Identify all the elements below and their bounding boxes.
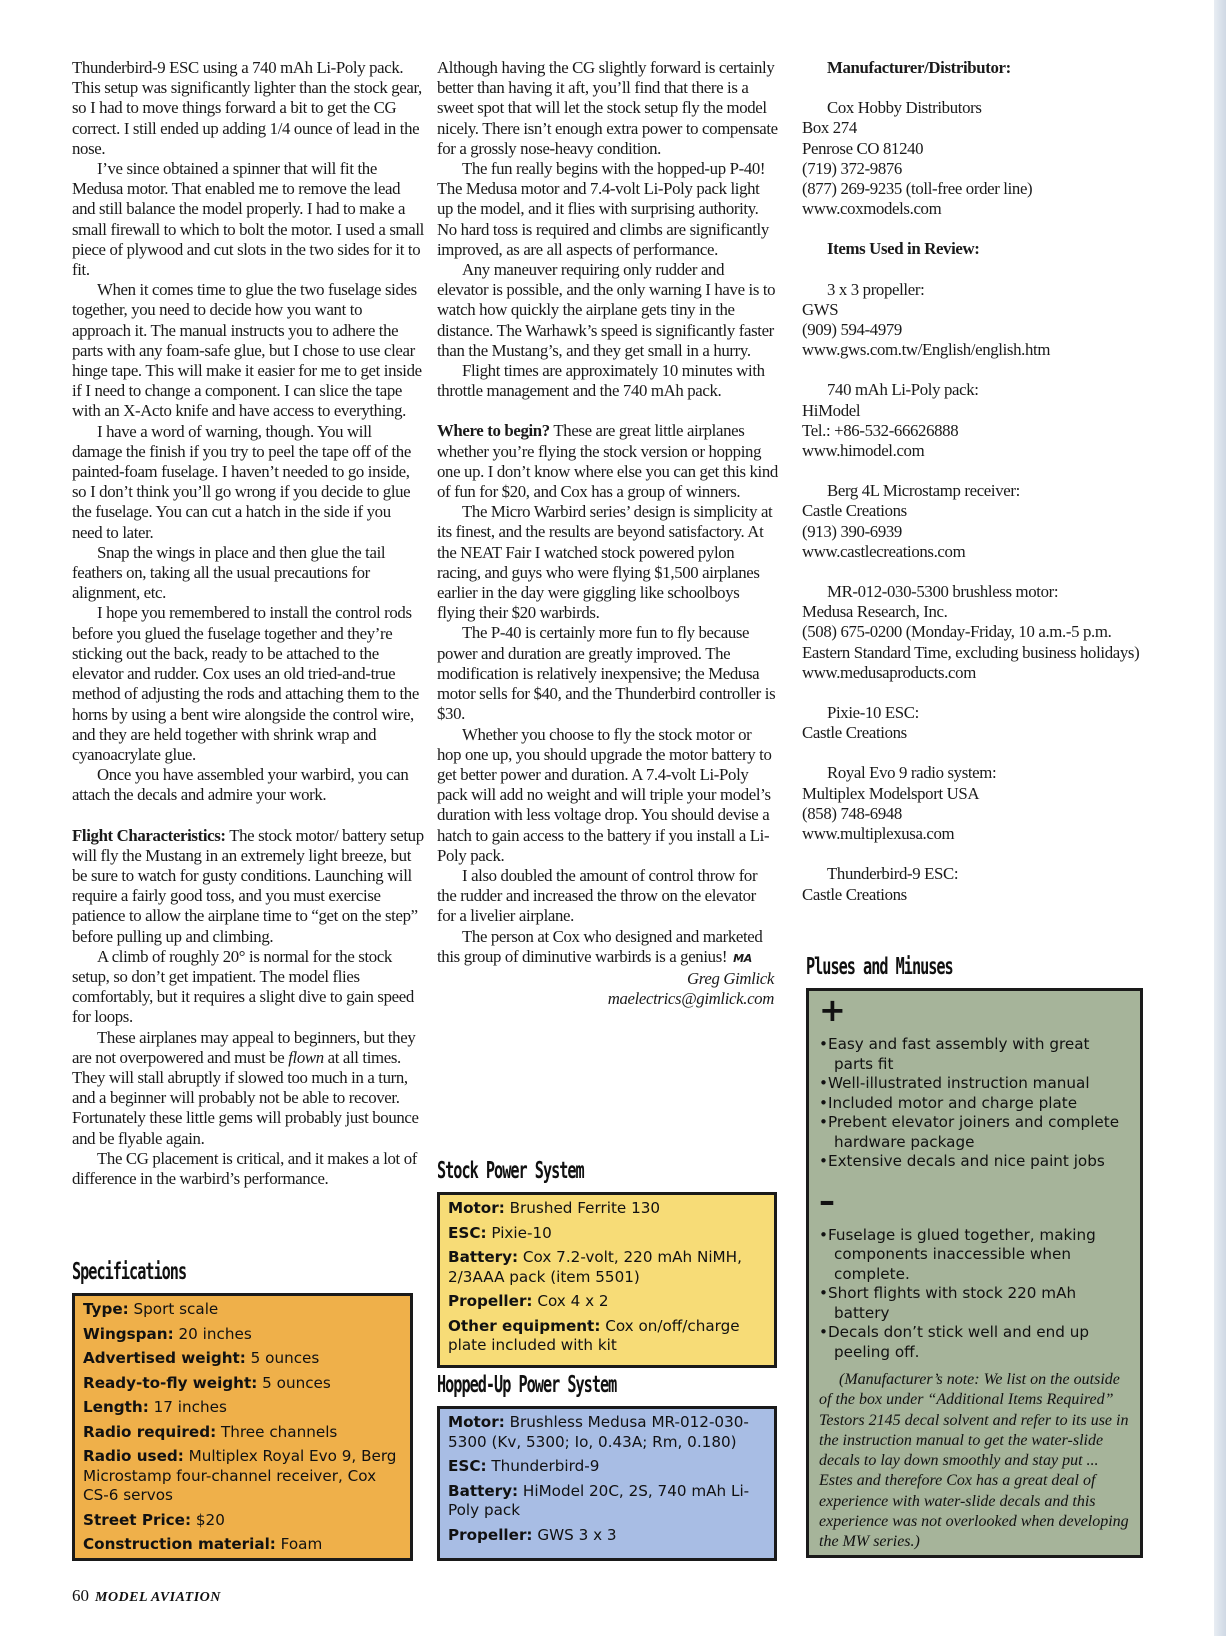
source-line: (877) 269-9235 (toll-free order line) [802, 179, 1033, 199]
section-heading-flight: Flight Characteristics: [72, 825, 226, 845]
spec-value: Thunderbird-9 [486, 1457, 600, 1475]
source-line: (858) 748-6948 [802, 803, 902, 823]
spec-label: Other equipment: [448, 1316, 601, 1335]
source-line: MR-012-030-5300 brushless motor: [827, 582, 1059, 602]
section-heading-where: Where to begin? [437, 421, 550, 441]
spec-row [83, 1349, 402, 1369]
paragraph-text: The person at Cox who designed and marketed this group of diminutive warbirds is a genius! [437, 926, 763, 966]
source-line: Royal Evo 9 radio system: [827, 763, 997, 783]
source-block [802, 763, 1142, 844]
paragraph: I have a word of warning, though. You will damage the finish if you try to peel the tape off of the painted-foam fuselage. I haven’t needed to go inside, so I don’t think you’ll go wrong if you decide to glue the fuselage. You can cut a hatch in the side if you need to later. [72, 421, 411, 542]
spec-value: Cox 4 x 2 [532, 1292, 609, 1310]
source-line: GWS [802, 299, 839, 319]
spec-label: Radio required: [83, 1422, 217, 1441]
manufacturer-block [802, 98, 1142, 219]
source-block [802, 864, 1142, 904]
spec-row [83, 1398, 402, 1418]
spec-value: 5 ounces [245, 1349, 320, 1367]
list-item: • Short flights with stock 220 mAh battery [819, 1284, 1130, 1323]
source-line: Pixie-10 ESC: [827, 703, 919, 723]
spec-value: Cox on/off/charge plate included with kit [448, 1316, 740, 1354]
paragraph [437, 927, 778, 969]
spec-row [83, 1511, 402, 1531]
source-line: www.castlecreations.com [802, 541, 966, 561]
paragraph: Any maneuver requiring only rudder and elevator is possible, and the only warning I have is to watch how quickly the airplane gets tiny in the distance. The Warhawk’s speed is significantly faster than the Mustang’s, and they get small in a hurry. [437, 260, 776, 360]
spec-value: 20 inches [173, 1324, 252, 1343]
spec-row [448, 1248, 766, 1287]
spec-label: Street Price: [83, 1510, 192, 1529]
source-line: Medusa Research, Inc. [802, 602, 948, 622]
spec-label: Advertised weight: [83, 1349, 246, 1367]
minus-sign-icon: – [819, 1181, 835, 1220]
spec-value: Sport scale [128, 1300, 219, 1318]
paragraph: Snap the wings in place and then glue the tail feathers on, taking all the usual precautions for alignment, etc. [72, 542, 386, 603]
source-line: Thunderbird-9 ESC: [827, 864, 959, 884]
spec-label: ESC: [448, 1223, 487, 1242]
paragraph-text: These airplanes may appeal to beginners, but they are not overpowered and must be [72, 1027, 416, 1067]
paragraph: I’ve since obtained a spinner that will fit the Medusa motor. That enabled me to remove the lead and still balance the model properly. I had to make a small firewall to which to bolt the motor. I used a small piece of plywood and cut slots in the two sides for it to fit. [72, 159, 424, 280]
source-line: www.medusaproducts.com [802, 662, 976, 682]
manufacturer-note: (Manufacturer’s note: We list on the outside of the box under “Additional Items Required” Testors 2145 decal solvent and refer to its use in the instruction manual to get the water-slide decals to lay down smoothly and stay put ... Estes and therefore Cox has a great deal of experience with water-slide decals and this experience was not overlooked when developing the MW series.) [819, 1371, 1129, 1551]
article-column-2 [437, 58, 778, 1009]
hopped-power-title: Hopped-Up Power System [437, 1372, 617, 1398]
page-footer [72, 1586, 221, 1606]
spec-row [448, 1526, 766, 1546]
source-block [802, 582, 1142, 683]
source-line: 740 mAh Li-Poly pack: [827, 380, 979, 400]
list-item: • Well-illustrated instruction manual [819, 1074, 1130, 1094]
plus-sign-icon: + [819, 991, 846, 1029]
list-item: • Included motor and charge plate [819, 1094, 1130, 1114]
source-line: Castle Creations [802, 884, 907, 904]
spec-row [83, 1325, 402, 1345]
source-line: Cox Hobby Distributors [827, 98, 982, 118]
spec-label: Battery: [448, 1248, 519, 1266]
spec-value: Cox 7.2-volt, 220 mAh NiMH, 2/3AAA pack (item 5501) [448, 1248, 742, 1286]
paragraph: Flight times are approximately 10 minutes with throttle management and the 740 mAh pack. [437, 361, 765, 401]
spec-row [448, 1199, 766, 1219]
paragraph-text: The stock motor/ battery setup will fly the Mustang in an extremely light breeze, but be sure to watch for gusty conditions. Launching will require a fairly good toss, and you must exercise patience to allow the airplane time to “get on the step” before pulling up and climbing. [72, 825, 424, 946]
article-column-1 [72, 58, 424, 1189]
source-line: HiModel [802, 400, 861, 420]
paragraph: Thunderbird-9 ESC using a 740 mAh Li-Poly pack. This setup was significantly lighter than the stock gear, so I had to move things forward a bit to get the CG correct. I still ended up adding 1/4 ounce of lead in the nose. [72, 58, 422, 158]
sources-column [802, 58, 1142, 925]
source-block [802, 481, 1142, 562]
spec-row [448, 1317, 766, 1356]
spec-label: Propeller: [448, 1525, 533, 1544]
source-line: www.coxmodels.com [802, 199, 942, 219]
items-heading: Items Used in Review: [827, 239, 980, 259]
list-item: • Decals don’t stick well and end up peeling off. [819, 1323, 1130, 1362]
spec-value: Foam [275, 1535, 323, 1553]
page-edge [1214, 0, 1226, 1636]
pluses-list [819, 1035, 1130, 1172]
spec-value: Brushed Ferrite 130 [504, 1199, 661, 1217]
spec-row [448, 1457, 766, 1477]
paragraph: When it comes time to glue the two fuselage sides together, you need to decide how you want to approach it. The manual instructs you to adhere the parts with any foam-safe glue, but I chose to use clear hinge tape. This will make it easier for me to get inside if I need to change a component. I can slice the tape with an X-Acto knife and have access to everything. [72, 280, 422, 421]
paragraph: Whether you choose to fly the stock motor or hop one up, you should upgrade the motor battery to get better power and duration. A 7.4-volt Li-Poly pack will add no weight and will triple your model’s duration with less voltage drop. You should devise a hatch to gain access to the battery if you install a Li-Poly pack. [437, 724, 772, 865]
spec-value: Brushless Medusa MR-012-030-5300 (Kv, 5300; Io, 0.43A; Rm, 0.180) [448, 1413, 749, 1451]
list-item: • Extensive decals and nice paint jobs [819, 1152, 1130, 1172]
source-line: www.multiplexusa.com [802, 824, 955, 844]
author-email: maelectrics@gimlick.com [607, 989, 774, 1009]
emphasis: flown [288, 1047, 324, 1067]
source-line: (909) 594-4979 [802, 320, 902, 340]
source-line: Tel.: +86-532-66626888 [802, 420, 959, 440]
paragraph: Although having the CG slightly forward is certainly better than having it aft, you’ll find that there is a sweet spot that will let the stock setup fly the model nicely. There isn’t enough extra power to compensate for a grossly nose-heavy condition. [437, 58, 778, 158]
paragraph: I also doubled the amount of control throw for the rudder and increased the throw on the elevator for a livelier airplane. [437, 865, 758, 926]
source-line: (508) 675-0200 (Monday-Friday, 10 a.m.-5 p.m. Eastern Standard Time, excluding business holidays) [802, 622, 1140, 662]
spec-label: Motor: [448, 1199, 505, 1217]
spec-value: Three channels [216, 1422, 338, 1441]
author-name: Greg Gimlick [687, 968, 774, 988]
paragraph-text: These are great little airplanes whether you’re flying the stock version or hopping one up. I don’t know where else you can get this kind of fun for $20, and Cox has a group of winners. [437, 421, 778, 502]
spec-label: Length: [83, 1398, 149, 1416]
source-line: 3 x 3 propeller: [827, 279, 925, 299]
paragraph: The Micro Warbird series’ design is simplicity at its finest, and the results are beyond satisfactory. At the NEAT Fair I watched stock powered pylon racing, and guys who were flying $1,500 airplanes earlier in the day were giggling like schoolboys flying their $20 warbirds. [437, 502, 773, 623]
spec-value: Pixie-10 [486, 1223, 552, 1242]
paragraph: Once you have assembled your warbird, you can attach the decals and admire your work. [72, 765, 409, 805]
spec-label: Type: [83, 1300, 129, 1318]
spec-row [448, 1224, 766, 1244]
source-line: Multiplex Modelsport USA [802, 783, 980, 803]
spec-label: Radio used: [83, 1447, 184, 1465]
source-line: www.gws.com.tw/English/english.htm [802, 340, 1051, 360]
source-line: Castle Creations [802, 501, 907, 521]
pluses-minuses-box [806, 988, 1143, 1558]
source-line: (913) 390-6939 [802, 521, 902, 541]
spec-value: $20 [191, 1510, 225, 1529]
specifications-box [72, 1293, 413, 1561]
source-line: Castle Creations [802, 723, 907, 743]
spec-value: 5 ounces [257, 1373, 331, 1392]
paragraph-text: at all times. They will stall abruptly if slowed too much in a turn, and a beginner will probably not be able to recover. Fortunately these little gems will probably just bounce and be flyable again. [72, 1047, 419, 1148]
source-line: www.himodel.com [802, 441, 925, 461]
source-block [802, 280, 1142, 361]
paragraph [72, 826, 424, 947]
stock-power-title: Stock Power System [437, 1158, 584, 1184]
paragraph [72, 1028, 424, 1149]
paragraph: I hope you remembered to install the control rods before you glued the fuselage together and they’re sticking out the back, ready to be attached to the elevator and rudder. Cox uses an old tried-and-true method of adjusting the rods and attaching them to the horns by using a bent wire alongside the control wire, and they are held together with shrink wrap and cyanoacrylate glue. [72, 603, 419, 764]
spec-value: 17 inches [148, 1398, 227, 1416]
spec-label: Propeller: [448, 1292, 533, 1310]
hopped-power-box [437, 1406, 777, 1561]
spec-label: Wingspan: [83, 1324, 174, 1343]
source-line: Penrose CO 81240 [802, 138, 924, 158]
spec-label: Construction material: [83, 1535, 276, 1553]
paragraph: The CG placement is critical, and it makes a lot of difference in the warbird’s performance. [72, 1148, 417, 1188]
page-number: 60 [72, 1586, 89, 1605]
spec-value: HiModel 20C, 2S, 740 mAh Li-Poly pack [448, 1481, 750, 1519]
spec-row [83, 1423, 402, 1443]
paragraph: The fun really begins with the hopped-up P-40! The Medusa motor and 7.4-volt Li-Poly pack light up the model, and it flies with surprising authority. No hard toss is required and climbs are significantly improved, as are all aspects of performance. [437, 159, 769, 259]
list-item: • Easy and fast assembly with great parts fit [819, 1035, 1130, 1074]
spec-row [83, 1374, 402, 1394]
source-line: Berg 4L Microstamp receiver: [827, 481, 1020, 501]
paragraph [437, 421, 778, 502]
source-block [802, 380, 1142, 461]
list-item: • Prebent elevator joiners and complete hardware package [819, 1113, 1130, 1152]
specifications-title: Specifications [72, 1259, 187, 1285]
list-item: • Fuselage is glued together, making components inaccessible when complete. [819, 1226, 1130, 1285]
spec-label: Battery: [448, 1481, 519, 1500]
spec-value: GWS 3 x 3 [532, 1525, 617, 1544]
end-mark: MA [733, 951, 752, 965]
manufacturer-heading: Manufacturer/Distributor: [827, 58, 1011, 77]
source-line: (719) 372-9876 [802, 158, 902, 178]
paragraph: A climb of roughly 20° is normal for the stock setup, so don’t get impatient. The model flies comfortably, but it requires a slight dive to gain speed for loops. [72, 946, 414, 1027]
spec-row [83, 1447, 402, 1506]
spec-row [448, 1292, 766, 1312]
spec-value: Multiplex Royal Evo 9, Berg Microstamp four-channel receiver, Cox CS-6 servos [83, 1447, 397, 1504]
source-block [802, 703, 1142, 743]
spec-row [448, 1482, 766, 1521]
spec-row [83, 1535, 402, 1555]
spec-row [448, 1413, 766, 1452]
pluses-minuses-title: Pluses and Minuses [806, 954, 953, 980]
stock-power-box [437, 1192, 777, 1368]
minuses-list [819, 1226, 1130, 1363]
paragraph: The P-40 is certainly more fun to fly because power and duration are greatly improved. The modification is relatively inexpensive; the Medusa motor sells for $40, and the Thunderbird controller is $30. [437, 623, 776, 724]
spec-label: Ready-to-fly weight: [83, 1373, 258, 1392]
spec-label: Motor: [448, 1413, 505, 1431]
spec-label: ESC: [448, 1457, 487, 1475]
spec-row [83, 1300, 402, 1320]
magazine-name: MODEL AVIATION [95, 1590, 221, 1605]
source-line: Box 274 [802, 118, 857, 138]
